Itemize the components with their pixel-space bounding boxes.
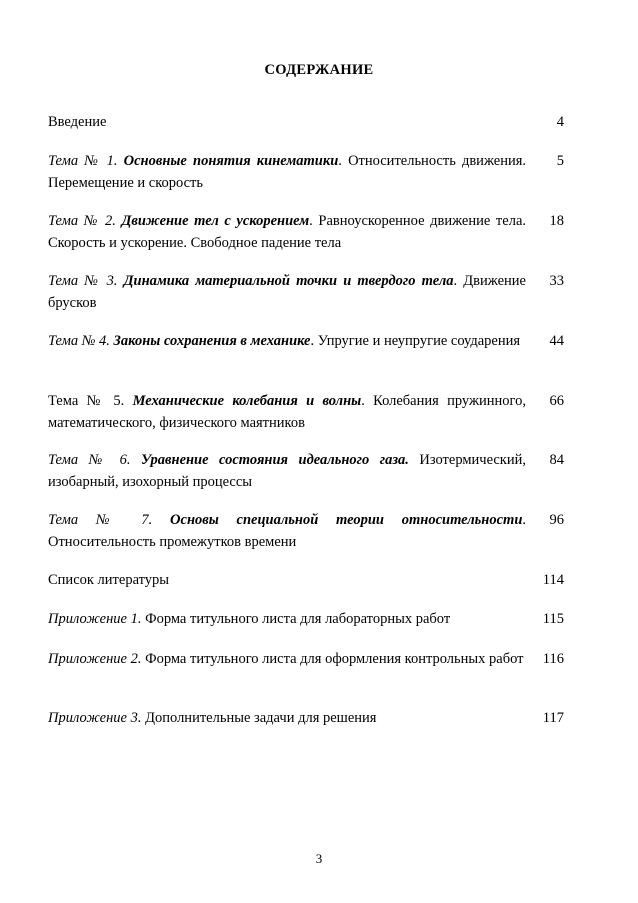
toc-entry-topic-3[interactable]: [48, 270, 564, 314]
toc-entry-page: 115: [542, 611, 564, 627]
toc-entry-topic: Уравнение состояния идеального газа.: [141, 452, 409, 468]
toc-entry-page: 116: [542, 651, 564, 667]
toc-entry-text: . Относительность промежутков времени: [48, 512, 527, 550]
toc-entry-prefix: Приложение 1.: [48, 611, 142, 627]
toc-entry-topic: Основные понятия кинематики: [123, 153, 339, 169]
toc-entry-prefix: Тема № 1.: [48, 153, 118, 169]
toc-entry-text: Список литературы: [48, 572, 170, 588]
toc-entry-prefix: Тема № 3.: [48, 273, 118, 289]
toc-entry-topic: Динамика материальной точки и твердого тела: [123, 273, 454, 289]
toc-entry-page: 44: [549, 333, 564, 349]
toc-entry-text: . Относительность движения. Перемещение и скорость: [48, 153, 527, 191]
toc-entry-topic: Основы специальной теории относительности: [170, 512, 523, 528]
toc-entry-text: Форма титульного листа для оформления контрольных работ: [141, 651, 524, 667]
toc-entry-topic-4[interactable]: [48, 330, 564, 352]
toc-entry-text: Форма титульного листа для лабораторных работ: [141, 611, 451, 627]
toc-entry-prefix: Тема № 4.: [48, 333, 110, 349]
page-number: 3: [315, 851, 323, 866]
toc-entry-page: 66: [549, 393, 564, 409]
toc-entry-prefix: Тема № 7.: [48, 512, 153, 528]
toc-entry-text: Дополнительные задачи для решения: [141, 710, 377, 726]
toc-entry-topic-2[interactable]: [48, 210, 564, 254]
toc-entry-topic: Механические колебания и волны: [132, 393, 362, 409]
toc-entry-topic: Движение тел с ускорением: [121, 213, 310, 229]
toc-entry-page: 114: [542, 572, 564, 588]
toc-entry-topic-7[interactable]: [48, 509, 564, 553]
toc-entry-prefix: Приложение 3.: [48, 710, 142, 726]
toc-entry-page: 117: [542, 710, 564, 726]
toc-entry-page: 18: [549, 213, 564, 229]
toc-entry-bibliography[interactable]: [48, 569, 564, 591]
toc-entry-prefix: Тема № 2.: [48, 213, 116, 229]
toc-entry-prefix: Тема № 6.: [48, 452, 131, 468]
toc-entry-text: . Равноускоренное движение тела. Скорость и ускорение. Свободное падение тела: [48, 213, 527, 251]
toc-entry-text: Изотермический, изобарный, изохорный процессы: [48, 452, 526, 490]
toc-entry-prefix: Тема № 5.: [48, 393, 125, 409]
toc-entry-text: Введение: [48, 114, 107, 130]
page-title: СОДЕРЖАНИЕ: [264, 62, 374, 78]
toc-entry-page: 84: [549, 452, 564, 468]
toc-entry-topic-5[interactable]: [48, 390, 564, 434]
toc-entry-appendix-1[interactable]: [48, 608, 564, 630]
toc-entry-page: 5: [556, 153, 564, 169]
toc-entry-topic-1[interactable]: [48, 150, 564, 194]
toc-entry-appendix-2[interactable]: [48, 648, 564, 670]
toc-entry-text: . Упругие и неупругие соударения: [310, 333, 521, 349]
toc-entry-appendix-3[interactable]: [48, 707, 564, 729]
toc-entry-topic-6[interactable]: [48, 449, 564, 493]
toc-entry-page: 96: [549, 512, 564, 528]
toc-entry-text: . Движение брусков: [48, 273, 526, 311]
toc-entry-page: 4: [556, 114, 564, 130]
toc-entry-introduction[interactable]: [48, 111, 564, 133]
toc-entry-prefix: Приложение 2.: [48, 651, 142, 667]
toc-entry-text: . Колебания пружинного, математического, физического маятников: [48, 393, 527, 431]
toc-entry-topic: Законы сохранения в механике: [113, 333, 311, 349]
toc-entry-page: 33: [549, 273, 564, 289]
